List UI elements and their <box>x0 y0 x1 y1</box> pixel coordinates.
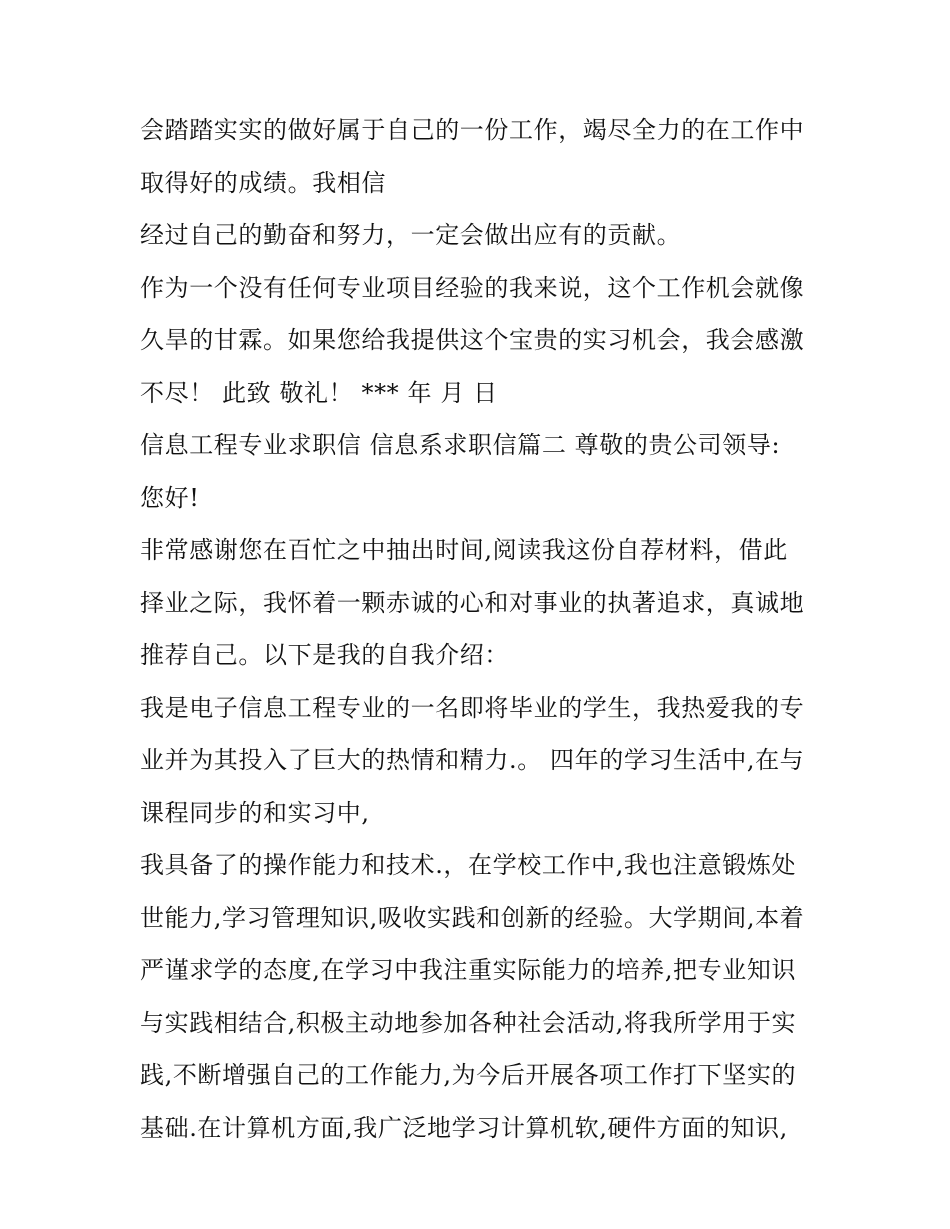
text-line: 践,不断增强自己的工作能力,为今后开展各项工作打下坚实的 <box>140 1061 797 1089</box>
document-body <box>140 104 830 1154</box>
text-line: 不尽！ 此致 敬礼！ *** 年 月 日 <box>140 378 498 407</box>
text-line: 会踏踏实实的做好属于自己的一份工作，竭尽全力的在工作中 <box>140 116 805 144</box>
text-line: 作为一个没有任何专业项目经验的我来说，这个工作机会就像 <box>140 273 805 302</box>
text-line: 我具备了的操作能力和技术.，在学校工作中,我也注意锻炼处 <box>140 851 797 879</box>
text-line: 我是电子信息工程专业的一名即将毕业的学生，我热爱我的专 <box>140 693 805 722</box>
text-line: 久旱的甘霖。如果您给我提供这个宝贵的实习机会，我会感激 <box>140 326 805 354</box>
text-line: 非常感谢您在百忙之中抽出时间,阅读我这份自荐材料，借此 <box>140 536 788 564</box>
text-line: 基础.在计算机方面,我广泛地学习计算机软,硬件方面的知识, <box>140 1113 788 1142</box>
text-line: 业并为其投入了巨大的热情和精力.。 四年的学习生活中,在与 <box>140 746 805 774</box>
text-line: 严谨求学的态度,在学习中我注重实际能力的培养,把专业知识 <box>140 956 797 984</box>
text-line: 信息工程专业求职信 信息系求职信篇二 尊敬的贵公司领导: <box>140 431 781 459</box>
text-line: 课程同步的和实习中, <box>140 798 370 827</box>
text-line: 推荐自己。以下是我的自我介绍： <box>140 641 509 669</box>
text-line: 择业之际，我怀着一颗赤诚的心和对事业的执著追求，真诚地 <box>140 588 805 617</box>
text-line: 世能力,学习管理知识,吸收实践和创新的经验。大学期间,本着 <box>140 903 805 932</box>
text-line: 经过自己的勤奋和努力，一定会做出应有的贡献。 <box>140 221 682 249</box>
text-line: 与实践相结合,积极主动地参加各种社会活动,将我所学用于实 <box>140 1008 797 1037</box>
text-line: 取得好的成绩。我相信 <box>140 168 386 197</box>
text-line: 您好! <box>140 483 200 512</box>
